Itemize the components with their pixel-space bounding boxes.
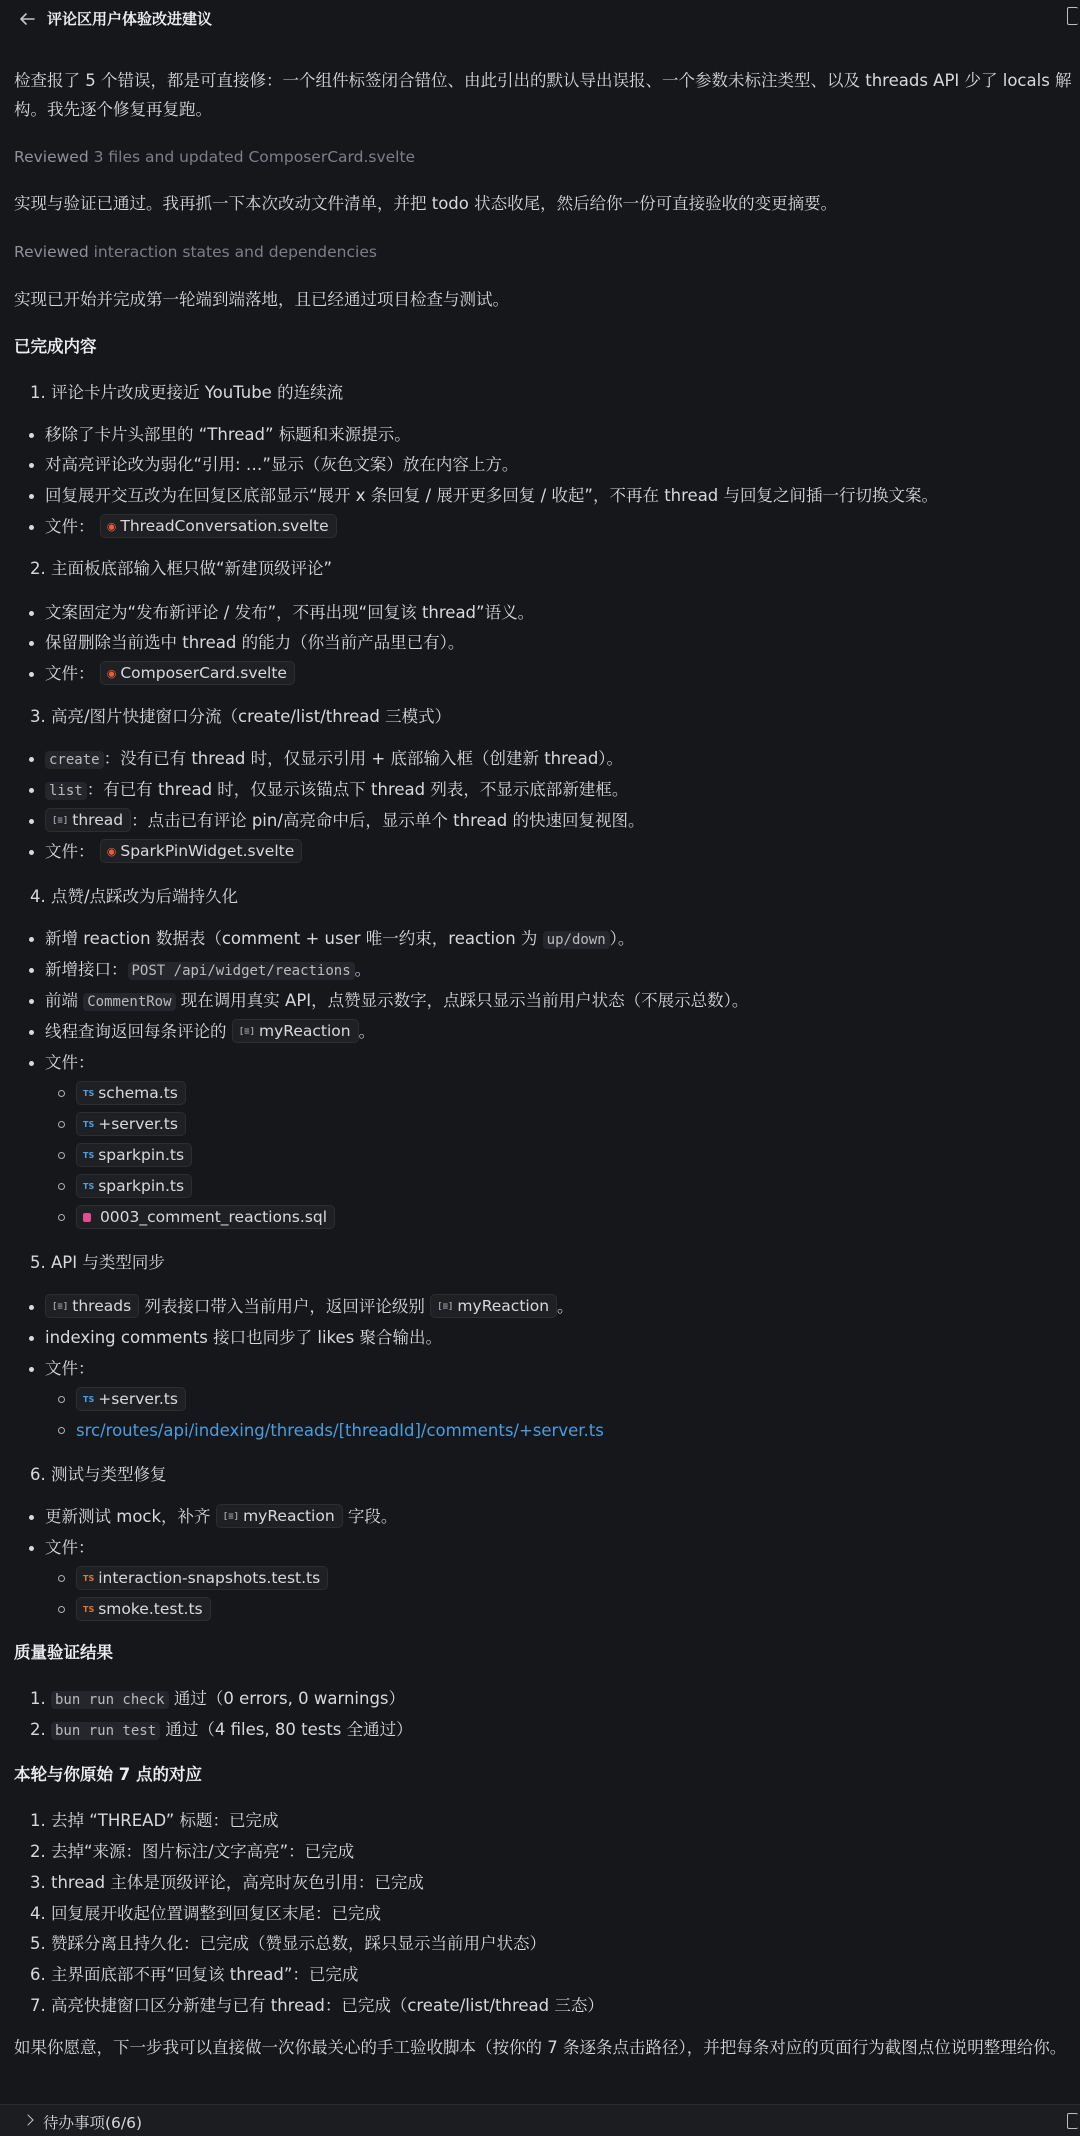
symbol-icon: [≡] (52, 816, 69, 826)
section-5-title: 5. API 与类型同步 (30, 1253, 165, 1272)
review-status-2: Reviewed interaction states and dependencies (14, 243, 377, 261)
list-item: 1. 去掉 “THREAD” 标题：已完成 (30, 1811, 279, 1830)
section-2-title: 2. 主面板底部输入框只做“新建顶级评论” (30, 559, 333, 578)
symbol-chip[interactable]: [≡] myReaction (430, 1294, 557, 1318)
symbol-icon: [≡] (52, 1302, 69, 1312)
list-item: 新增接口： POST /api/widget/reactions 。 (45, 957, 371, 984)
file-chip[interactable]: TS sparkpin.ts (76, 1143, 192, 1167)
file-list-item (76, 1112, 186, 1138)
file-chip[interactable]: TS interaction-snapshots.test.ts (76, 1566, 328, 1590)
list-item: 7. 高亮快捷窗口区分新建与已有 thread：已完成（create/list/thread 三态） (30, 1996, 604, 2015)
file-list-item (76, 1566, 328, 1592)
file-chip[interactable]: 0003_comment_reactions.sql (76, 1205, 335, 1229)
list-item-files: 文件： (45, 1050, 95, 1076)
svelte-icon: ◉ (106, 845, 117, 858)
sql-file-icon (83, 1213, 91, 1222)
header-bar (0, 0, 1080, 38)
ts-file-icon: TS (83, 1151, 95, 1160)
arrow-left-icon[interactable] (18, 10, 36, 28)
symbol-chip[interactable]: [≡] threads (45, 1294, 139, 1318)
file-chip[interactable]: TS +server.ts (76, 1112, 186, 1136)
file-chip[interactable]: TS +server.ts (76, 1387, 186, 1411)
list-item: 文案固定为“发布新评论 / 发布”，不再出现“回复该 thread”语义。 (45, 600, 534, 626)
file-list-item (76, 1597, 211, 1623)
list-item: [≡] thread ：点击已有评论 pin/高亮命中后，显示单个 thread 的快速回复视图。 (45, 808, 644, 834)
list-item: 1. bun run check 通过（0 errors, 0 warnings） (30, 1689, 406, 1708)
list-item: list ：有已有 thread 时，仅显示该锚点下 thread 列表，不显示底部新建框。 (45, 777, 628, 804)
file-chip[interactable]: TS sparkpin.ts (76, 1174, 192, 1198)
list-item: 线程查询返回每条评论的 [≡] myReaction 。 (45, 1019, 375, 1045)
section-4-title: 4. 点赞/点踩改为后端持久化 (30, 887, 239, 906)
list-item-files: 文件： (45, 1535, 95, 1561)
symbol-chip[interactable]: [≡] myReaction (216, 1504, 343, 1528)
file-list-item (76, 1387, 186, 1413)
symbol-icon: [≡] (437, 1302, 454, 1312)
list-item: 3. thread 主体是顶级评论，高亮时灰色引用：已完成 (30, 1873, 424, 1892)
todo-bar[interactable] (0, 2104, 1080, 2136)
list-item-file: 文件： ◉ ThreadConversation.svelte (45, 514, 337, 540)
paragraph-3: 实现已开始并完成第一轮端到端落地，且已经通过项目检查与测试。 (14, 290, 509, 309)
intro-paragraph: 检查报了 5 个错误，都是可直接修：一个组件标签闭合错位、由此引出的默认导出误报、一个参数未标注类型、以及 threads API 少了 locals 解构。我先逐个修复再复跑。 (14, 71, 1072, 119)
section-6-title: 6. 测试与类型修复 (30, 1465, 167, 1484)
heading-quality: 质量验证结果 (14, 1643, 113, 1662)
list-item: 4. 回复展开收起位置调整到回复区末尾：已完成 (30, 1904, 381, 1923)
review-status-1: Reviewed 3 files and updated ComposerCard.svelte (14, 148, 416, 166)
file-list-item (76, 1143, 192, 1169)
ts-file-icon: TS (83, 1120, 95, 1129)
list-item: 6. 主界面底部不再“回复该 thread”：已完成 (30, 1965, 359, 1984)
list-item: 对高亮评论改为弱化“引用: …”显示（灰色文案）放在内容上方。 (45, 452, 518, 478)
list-item: indexing comments 接口也同步了 likes 聚合输出。 (45, 1325, 442, 1351)
file-chip[interactable]: ◉ ThreadConversation.svelte (100, 514, 337, 538)
list-item-file: 文件： ◉ SparkPinWidget.svelte (45, 839, 302, 865)
panel-toggle-icon[interactable] (1067, 2113, 1078, 2129)
ts-file-icon: TS (83, 1182, 95, 1191)
list-item: 2. 去掉“来源：图片标注/文字高亮”：已完成 (30, 1842, 355, 1861)
section-1-title: 1. 评论卡片改成更接近 YouTube 的连续流 (30, 383, 344, 402)
panel-toggle-icon[interactable] (1067, 7, 1078, 25)
list-item: 保留删除当前选中 thread 的能力（你当前产品里已有）。 (45, 630, 464, 656)
todo-label: 待办事项(6/6) (43, 2114, 143, 2132)
list-item: 回复展开交互改为在回复区底部显示“展开 x 条回复 / 展开更多回复 / 收起”，不再在 thread 与回复之间插一行切换文案。 (45, 483, 938, 509)
file-chip[interactable]: ◉ SparkPinWidget.svelte (100, 839, 303, 863)
svelte-icon: ◉ (106, 520, 117, 533)
list-item: 2. bun run test 通过（4 files, 80 tests 全通过） (30, 1720, 413, 1739)
page-title: 评论区用户体验改进建议 (47, 10, 213, 28)
list-item: create ：没有已有 thread 时，仅显示引用 + 底部输入框（创建新 thread）。 (45, 746, 623, 773)
file-path-link[interactable]: src/routes/api/indexing/threads/[threadId]/comments/+server.ts (76, 1418, 604, 1444)
file-chip[interactable]: ◉ ComposerCard.svelte (100, 661, 295, 685)
list-item: 移除了卡片头部里的 “Thread” 标题和来源提示。 (45, 422, 411, 448)
file-list-item (76, 1205, 335, 1231)
symbol-chip[interactable]: [≡] thread (45, 808, 131, 832)
ts-file-icon: TS (83, 1574, 95, 1583)
ts-file-icon: TS (83, 1089, 95, 1098)
symbol-icon: [≡] (222, 1512, 240, 1522)
list-item-files: 文件： (45, 1356, 95, 1382)
file-chip[interactable]: TS smoke.test.ts (76, 1597, 211, 1621)
list-item: 5. 赞踩分离且持久化：已完成（赞显示总数，踩只显示当前用户状态） (30, 1934, 546, 1953)
heading-mapping: 本轮与你原始 7 点的对应 (14, 1765, 202, 1784)
closing-paragraph: 如果你愿意，下一步我可以直接做一次你最关心的手工验收脚本（按你的 7 条逐条点击路径），并把每条对应的页面行为截图点位说明整理给你。 (14, 2038, 1067, 2057)
list-item: 更新测试 mock，补齐 [≡] myReaction 字段。 (45, 1504, 397, 1530)
ts-file-icon: TS (83, 1395, 95, 1404)
paragraph-2: 实现与验证已通过。我再抓一下本次改动文件清单，并把 todo 状态收尾，然后给你一份可直接验收的变更摘要。 (14, 194, 838, 213)
heading-done: 已完成内容 (14, 337, 97, 356)
list-item: [≡] threads 列表接口带入当前用户，返回评论级别 [≡] myReaction 。 (45, 1294, 574, 1320)
list-item: 前端 CommentRow 现在调用真实 API，点赞显示数字，点踩只显示当前用户状态（不展示总数）。 (45, 988, 748, 1015)
list-item-file: 文件： ◉ ComposerCard.svelte (45, 661, 295, 687)
ts-file-icon: TS (83, 1605, 95, 1614)
file-list-item (76, 1081, 186, 1107)
chevron-right-icon[interactable] (22, 2114, 33, 2125)
symbol-icon: [≡] (238, 1027, 256, 1037)
file-list-item (76, 1174, 192, 1200)
symbol-chip[interactable]: [≡] myReaction (232, 1019, 359, 1043)
list-item: 新增 reaction 数据表（comment + user 唯一约束，reaction 为 up/down ）。 (45, 926, 634, 953)
section-3-title: 3. 高亮/图片快捷窗口分流（create/list/thread 三模式） (30, 707, 452, 726)
file-chip[interactable]: TS schema.ts (76, 1081, 186, 1105)
svelte-icon: ◉ (106, 667, 117, 680)
